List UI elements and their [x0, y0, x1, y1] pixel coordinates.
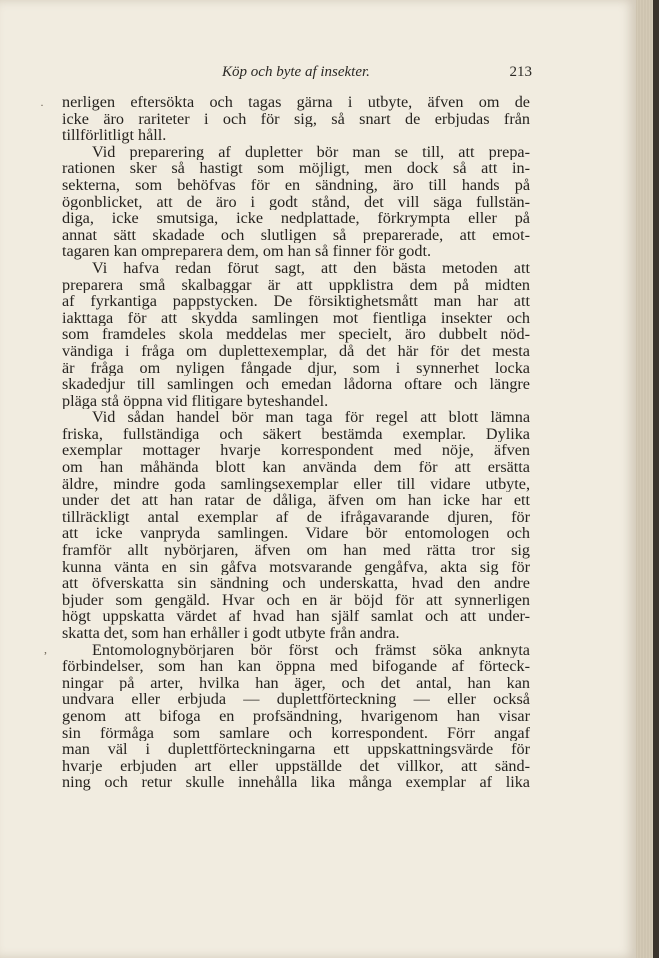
text-line: preparera små skalbaggar är att uppklistra dem på midten [62, 276, 530, 294]
text-line: pläga stå öppna vid flitigare byteshandel. [62, 392, 329, 410]
text-line: ningar på arter, hvilka han äger, och det antal, han kan [62, 674, 530, 692]
text-line: förbindelser, som han kan öppna med bifogande af förteck- [62, 658, 530, 675]
text-line: friska, fullständiga och säkert bestämda exemplar. Dylika [62, 425, 530, 443]
text-line: tagaren kan ompreparera dem, om han så finner för godt. [62, 243, 432, 260]
text-line: icke äro rariteter i och för sig, så snart de erbjudas från [62, 110, 530, 128]
text-line: sin förmåga som samlare och korrespondent. Förr angaf [62, 724, 530, 742]
text-line: exemplar mottager hvarje korrespondent med nöje, äfven [62, 442, 530, 460]
text-line: att icke vanpryda samlingen. Vidare bör entomologen och [62, 525, 530, 543]
text-line: hvarje erbjuden art eller uppställde det villkor, att sänd- [62, 757, 530, 775]
text-line: Entomolognybörjaren bör först och främst söka anknyta [92, 641, 530, 659]
text-line: är fråga om nyligen fångade djur, som i synnerhet locka [62, 359, 530, 377]
text-line: undvara eller erbjuda — duplettförteckning — eller också [62, 691, 530, 708]
text-line: högt uppskatta värdet af hvad han själf samlat och att under- [62, 608, 530, 625]
text-line: framför allt nybörjaren, äfven om han med rätta tror sig [62, 542, 530, 559]
text-line: rationen sker så hastigt som möjligt, men dock så att in- [62, 160, 530, 177]
text-line: att öfverskatta sin sändning och underskatta, hvad den andre [62, 575, 530, 592]
text-line: kunna vänta en sin gåfva motsvarande gengåfva, akta sig för [62, 558, 530, 576]
text-line: skadedjur till samlingen och emedan lådorna oftare och längre [62, 376, 530, 393]
text-line: af fyrkantiga pappstycken. De försiktighetsmått man har att [62, 293, 530, 310]
text-line: om han måhända blott kan använda dem för att ersätta [62, 459, 530, 476]
margin-mark: · [40, 98, 44, 112]
text-line: Vid sådan handel bör man taga för regel att blott lämna [92, 409, 530, 426]
text-line: iakttaga för att skydda samlingen mot fientliga insekter och [62, 309, 530, 327]
text-line: Vi hafva redan förut sagt, att den bästa metoden att [92, 259, 530, 277]
text-line: vändiga i fråga om duplettexemplar, då det här för det mesta [62, 342, 530, 360]
text-line: Vid preparering af dupletter bör man se till, att prepa- [92, 143, 530, 161]
margin-mark: , [44, 642, 47, 656]
text-line: diga, icke smutsiga, icke nedplattade, förkrympta eller på [62, 210, 530, 227]
text-line: sekterna, som behöfvas för en sändning, äro till hands på [62, 176, 530, 194]
text-line: nerligen eftersökta och tagas gärna i utbyte, äfven om de [62, 94, 530, 111]
text-line: under det att han ratar de dåliga, äfven om han icke har ett [62, 492, 530, 509]
text-line: ning och retur skulle innehålla lika många exemplar af lika [62, 774, 530, 791]
text-line: man väl i duplettförteckningarna ett uppskattningsvärde för [62, 741, 530, 758]
text-line: skatta det, som han erhåller i godt utbyte från andra. [62, 625, 400, 642]
text-line: äldre, mindre goda samlingsexemplar eller till vidare utbyte, [62, 475, 530, 493]
text-line: tillräckligt antal exemplar af de ifrågavarande djuren, för [62, 508, 530, 526]
text-line: annat sätt skadade och slutligen så preparerade, att emot- [62, 226, 530, 244]
page-number: 213 [509, 64, 532, 80]
text-line: som framdeles skola meddelas mer specielt, äro dubbelt nöd- [62, 326, 530, 343]
text-line: genom att bifoga en profsändning, hvarigenom han visar [62, 707, 530, 725]
page-header [60, 62, 532, 84]
text-line: ögonblicket, att de äro i godt stånd, det vill säga fullstän- [62, 193, 530, 211]
page-edges [636, 0, 659, 958]
text-line: bjuder som gengäld. Hvar och en är böjd för att synnerligen [62, 591, 530, 609]
running-head: Köp och byte af insekter. [222, 64, 370, 80]
text-line: tillförlitligt håll. [62, 127, 167, 144]
body-text [62, 94, 530, 791]
